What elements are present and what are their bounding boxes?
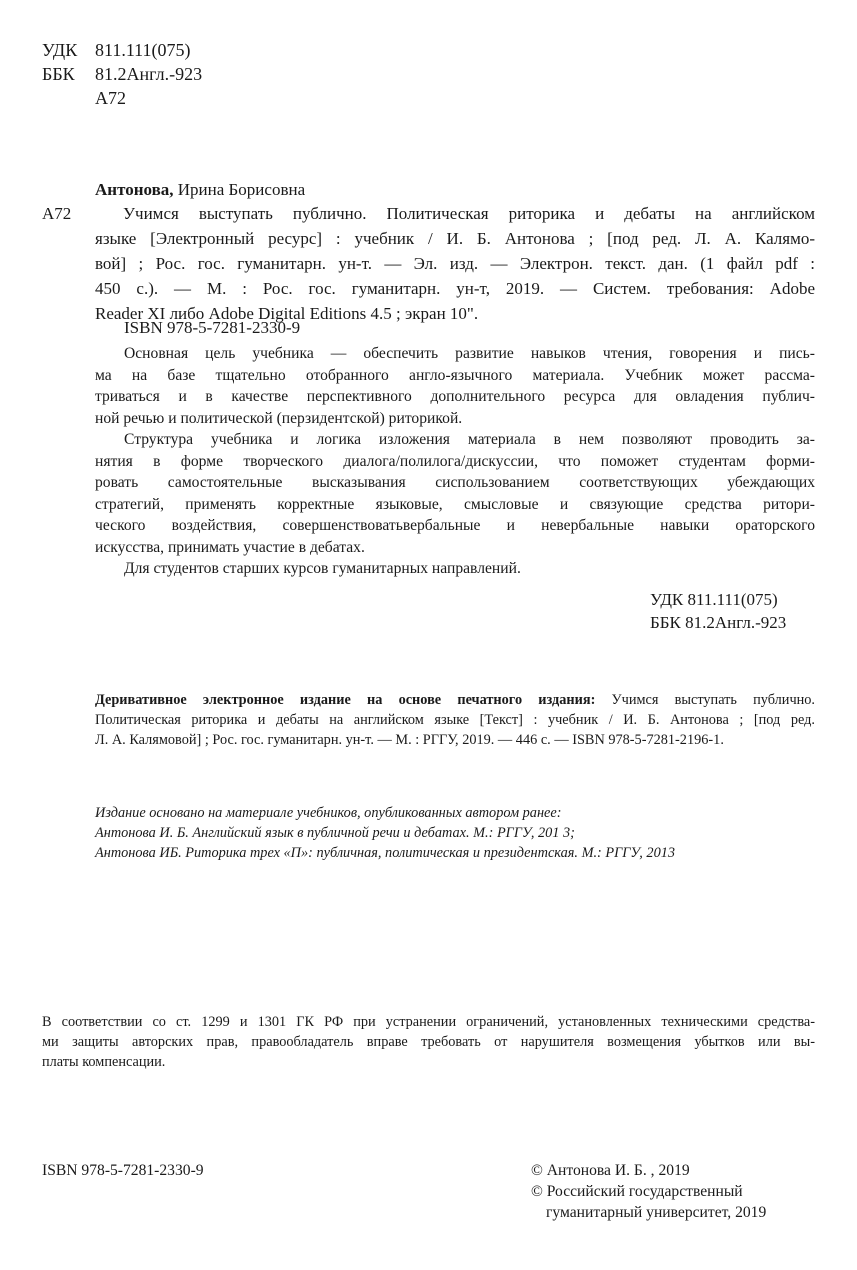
derivative-line: Л. А. Калямовой] ; Рос. гос. гуманитарн. ун-т. — М. : РГГУ, 2019. — 446 с. — ISBN 978-5-7281-2196-1. — [95, 731, 724, 748]
annotation-line: триваться и в качестве перспективного дополнительного ресурса для овладения публич- — [95, 388, 815, 405]
legal-line: В соответствии со ст. 1299 и 1301 ГК РФ при устранении ограничений, установленных техническими средства- — [42, 1014, 815, 1030]
basis-note — [95, 804, 675, 863]
title-line: Учимся выступать публично. Политическая риторика и дебаты на английском — [123, 204, 815, 223]
udk-label: УДК — [42, 40, 78, 60]
annotation-line: ма на базе тщательно отобранного англо-язычного материала. Учебник может рассма- — [95, 366, 815, 384]
legal-line: платы компенсации. — [42, 1053, 166, 1070]
title-line: 450 с.). — М. : Рос. гос. гуманитарн. ун-т, 2019. — Систем. требования: Adobe — [95, 279, 815, 298]
title-line: вой] ; Рос. гос. гуманитарн. ун-т. — Эл. изд. — Электрон. текст. дан. (1 файл pdf : — [95, 254, 815, 273]
title-line: Reader XI либо Adobe Digital Editions 4.5 ; экран 10". — [95, 304, 479, 323]
basis-line: Антонова И. Б. Английский язык в публичной речи и дебатах. М.: РГГУ, 201 3; — [95, 824, 575, 841]
annotation-line: Структура учебника и логика изложения материала в нем позволяют проводить за- — [124, 431, 815, 448]
derivative-lead: Деривативное электронное издание на основе печатного издания: — [95, 692, 596, 708]
derivative-line — [95, 691, 815, 711]
legal-note — [42, 1013, 815, 1072]
derivative-note — [95, 691, 815, 750]
footer-isbn: ISBN 978-5-7281-2330-9 — [42, 1162, 204, 1179]
derivative-line: Политическая риторика и дебаты на английском языке [Текст] : учебник / И. Б. Антонова ; [под ред. — [95, 711, 815, 728]
record-title — [95, 201, 815, 326]
annotation-line: нятия в форме творческого диалога/полилога/дискуссии, что поможет студентам форми- — [95, 452, 815, 470]
record-mark: А72 — [42, 204, 72, 223]
basis-line: Антонова ИБ. Риторика трех «П»: публичная, политическая и президентская. М.: РГГУ, 2013 — [95, 844, 676, 861]
author-mark: А72 — [95, 88, 126, 108]
annotation-line: ческого воздействия, совершенствоватьвербальные и невербальные навыки ораторского — [95, 517, 815, 534]
annotation-line: ровать самостоятельные высказывания сиспользованием соответствующих убеждающих — [95, 474, 815, 491]
annotation-line: Основная цель учебника — обеспечить развитие навыков чтения, говорения и пись- — [124, 345, 815, 362]
annotation-line: ной речью и политической (перзидентской) риторикой. — [95, 409, 463, 427]
annotation-line: стратегий, применять корректные языковые, смысловые и связующие средства ритори- — [95, 495, 815, 513]
author-given-names: Ирина Борисовна — [173, 180, 306, 199]
udk-code: УДК 811.111(075) — [650, 590, 778, 609]
copyright-university: © Российский государственный — [531, 1183, 743, 1200]
author-surname: Антонова, — [95, 180, 174, 199]
copyright-author: © Антонова И. Б. , 2019 — [531, 1162, 690, 1179]
author-heading — [95, 177, 305, 202]
annotation-line: Для студентов старших курсов гуманитарных направлений. — [124, 560, 521, 577]
copyright-university-cont: гуманитарный университет, 2019 — [546, 1204, 767, 1221]
title-line: языке [Электронный ресурс] : учебник / И. Б. Антонова ; [под ред. Л. А. Калямо- — [95, 229, 815, 248]
derivative-title: Учимся выступать публично. — [595, 692, 816, 708]
record-isbn: ISBN 978-5-7281-2330-9 — [124, 318, 301, 337]
basis-line: Издание основано на материале учебников, опубликованных автором ранее: — [95, 805, 562, 821]
bbk-code: ББК 81.2Англ.-923 — [650, 613, 787, 632]
legal-line: ми защиты авторских прав, правообладатель вправе требовать от нарушителя возмещения убытков или вы- — [42, 1033, 815, 1050]
bbk-label: ББК — [42, 64, 75, 84]
annotation-line: искусства, принимать участие в дебатах. — [95, 538, 365, 556]
udk-value: 811.111(075) — [95, 40, 191, 60]
annotation — [95, 343, 815, 580]
bbk-value: 81.2Англ.-923 — [95, 64, 203, 84]
